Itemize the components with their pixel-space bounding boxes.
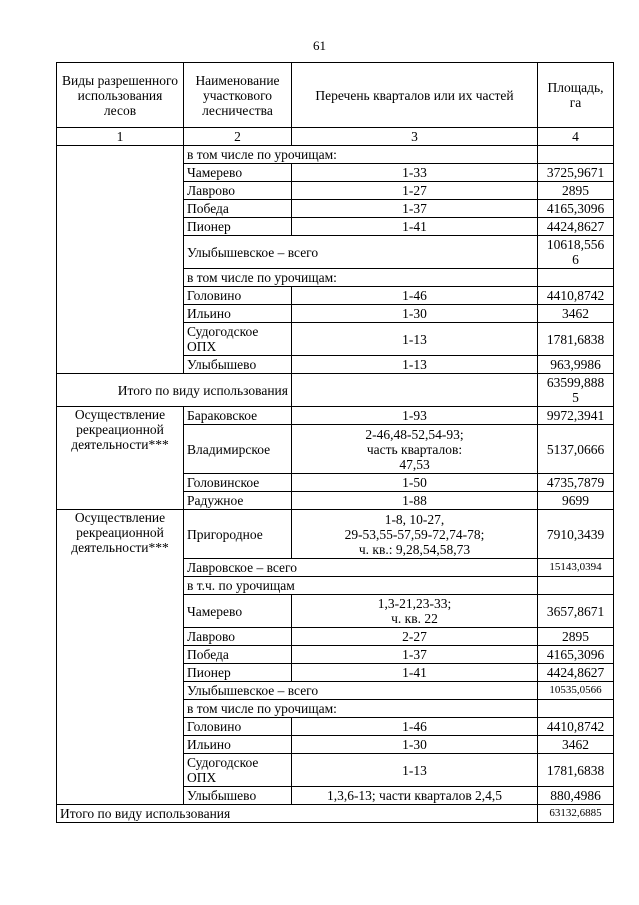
name-line: Судогодское	[187, 324, 259, 339]
kind-line: рекреационной	[76, 422, 164, 437]
area-value: 1781,6838	[538, 323, 614, 356]
tract-name: Головино	[184, 287, 292, 305]
tract-name: Улыбышево	[184, 356, 292, 374]
area-value: 2895	[538, 628, 614, 646]
area-value: 3657,8671	[538, 595, 614, 628]
quarters-list: 1-27	[292, 182, 538, 200]
table-header-row	[57, 63, 614, 128]
list-line: 2-46,48-52,54-93;	[365, 426, 464, 442]
quarters-list: 2-27	[292, 628, 538, 646]
area-value: 1781,6838	[538, 754, 614, 787]
area-value: 5137,0666	[538, 425, 614, 474]
quarters-list: 1-37	[292, 200, 538, 218]
area-value: 4424,8627	[538, 218, 614, 236]
forestry-name: Радужное	[184, 492, 292, 510]
forestry-name: Головинское	[184, 474, 292, 492]
quarters-list: 1-13	[292, 356, 538, 374]
quarters-list: 1-93	[292, 407, 538, 425]
area-value: 3725,9671	[538, 164, 614, 182]
area-value: 4165,3096	[538, 200, 614, 218]
area-line: 6	[572, 252, 579, 267]
forestry-name: Бараковское	[184, 407, 292, 425]
header-quarters-list: Перечень кварталов или их частей	[292, 63, 538, 128]
quarters-list: 1-41	[292, 664, 538, 682]
subheading: в том числе по урочищам:	[184, 269, 538, 287]
tract-name: Пионер	[184, 218, 292, 236]
subheading: в т.ч. по урочищам	[184, 577, 538, 595]
quarters-list: 1-46	[292, 718, 538, 736]
quarters-list: 1-13	[292, 323, 538, 356]
area-line: 63599,888	[546, 375, 605, 390]
quarters-list: 1-13	[292, 754, 538, 787]
area-value: 4410,8742	[538, 287, 614, 305]
area-value: 2895	[538, 182, 614, 200]
tract-name: Ильино	[184, 305, 292, 323]
list-line: 1-8, 10-27,	[384, 511, 445, 527]
kind-line: Осуществление	[74, 510, 166, 525]
page-number: 61	[313, 38, 326, 53]
area-value: 10535,0566	[538, 682, 614, 700]
area-value: 9699	[538, 492, 614, 510]
quarters-list: 1-33	[292, 164, 538, 182]
kind-of-use	[57, 510, 184, 805]
tract-name: Улыбышево	[184, 787, 292, 805]
quarters-list: 1-46	[292, 287, 538, 305]
quarters-list: 1-30	[292, 305, 538, 323]
subheading: в том числе по урочищам:	[184, 700, 538, 718]
area-value: 4410,8742	[538, 718, 614, 736]
name-line: Судогодское	[187, 755, 259, 770]
area-value: 3462	[538, 305, 614, 323]
area-cell-empty	[538, 269, 614, 287]
table-row	[57, 510, 614, 559]
column-number: 2	[184, 128, 292, 146]
kind-of-use-cell-empty	[57, 146, 184, 374]
kind-line: деятельности***	[71, 540, 169, 555]
tract-name: Пионер	[184, 664, 292, 682]
kind-of-use	[57, 407, 184, 510]
quarters-list-empty	[292, 374, 538, 407]
list-line: 47,53	[399, 456, 430, 472]
area-value: 7910,3439	[538, 510, 614, 559]
tract-name: Победа	[184, 200, 292, 218]
forestry-name: Владимирское	[184, 425, 292, 474]
name-line: ОПХ	[187, 339, 217, 354]
tract-name	[184, 323, 292, 356]
forestry-total-label: Улыбышевское – всего	[184, 236, 538, 269]
list-line: 29-53,55-57,59-72,74-78;	[344, 526, 485, 542]
tract-name: Лаврово	[184, 628, 292, 646]
total-label: Итого по виду использования	[57, 374, 292, 407]
tract-name: Лаврово	[184, 182, 292, 200]
forestry-name: Пригородное	[184, 510, 292, 559]
forest-use-table	[56, 62, 614, 823]
area-line: 10618,556	[546, 237, 605, 252]
tract-name	[184, 754, 292, 787]
total-row	[57, 805, 614, 823]
header-area: Площадь, га	[538, 63, 614, 128]
quarters-list: 1-88	[292, 492, 538, 510]
kind-line: рекреационной	[76, 525, 164, 540]
quarters-list	[292, 425, 538, 474]
area-value: 15143,0394	[538, 559, 614, 577]
quarters-list	[292, 510, 538, 559]
area-cell-empty	[538, 577, 614, 595]
list-line: 1,3-21,23-33;	[377, 596, 452, 611]
area-value: 9972,3941	[538, 407, 614, 425]
area-cell-empty	[538, 700, 614, 718]
column-number: 3	[292, 128, 538, 146]
table-row	[57, 407, 614, 425]
header-forestry-name: Наименование участкового лесничества	[184, 63, 292, 128]
tract-name: Головино	[184, 718, 292, 736]
list-line: часть кварталов:	[366, 441, 463, 457]
column-number: 1	[57, 128, 184, 146]
total-row	[57, 374, 614, 407]
list-line: ч. кв.: 9,28,54,58,73	[358, 541, 471, 557]
column-number: 4	[538, 128, 614, 146]
total-area: 63132,6885	[538, 805, 614, 823]
area-value: 4165,3096	[538, 646, 614, 664]
total-label: Итого по виду использования	[57, 805, 538, 823]
name-line: ОПХ	[187, 770, 217, 785]
forestry-total-label: Лавровское – всего	[184, 559, 538, 577]
area-line: 5	[572, 390, 579, 405]
tract-name: Чамерево	[184, 595, 292, 628]
table-row	[57, 146, 614, 164]
quarters-list: 1-30	[292, 736, 538, 754]
kind-line: деятельности***	[71, 437, 169, 452]
quarters-list: 1-50	[292, 474, 538, 492]
forestry-total-label: Улыбышевское – всего	[184, 682, 538, 700]
area-value: 4735,7879	[538, 474, 614, 492]
tract-name: Чамерево	[184, 164, 292, 182]
total-area	[538, 374, 614, 407]
list-line: ч. кв. 22	[391, 611, 438, 626]
quarters-list: 1-41	[292, 218, 538, 236]
tract-name: Ильино	[184, 736, 292, 754]
quarters-list: 1,3,6-13; части кварталов 2,4,5	[292, 787, 538, 805]
tract-name: Победа	[184, 646, 292, 664]
area-value: 880,4986	[538, 787, 614, 805]
area-value: 3462	[538, 736, 614, 754]
area-value: 4424,8627	[538, 664, 614, 682]
column-numbers-row	[57, 128, 614, 146]
subheading: в том числе по урочищам:	[184, 146, 538, 164]
quarters-list: 1-37	[292, 646, 538, 664]
area-cell-empty	[538, 146, 614, 164]
area-value: 963,9986	[538, 356, 614, 374]
header-kinds-of-use: Виды разрешенного использования лесов	[57, 63, 184, 128]
quarters-list	[292, 595, 538, 628]
area-value	[538, 236, 614, 269]
kind-line: Осуществление	[74, 407, 166, 422]
